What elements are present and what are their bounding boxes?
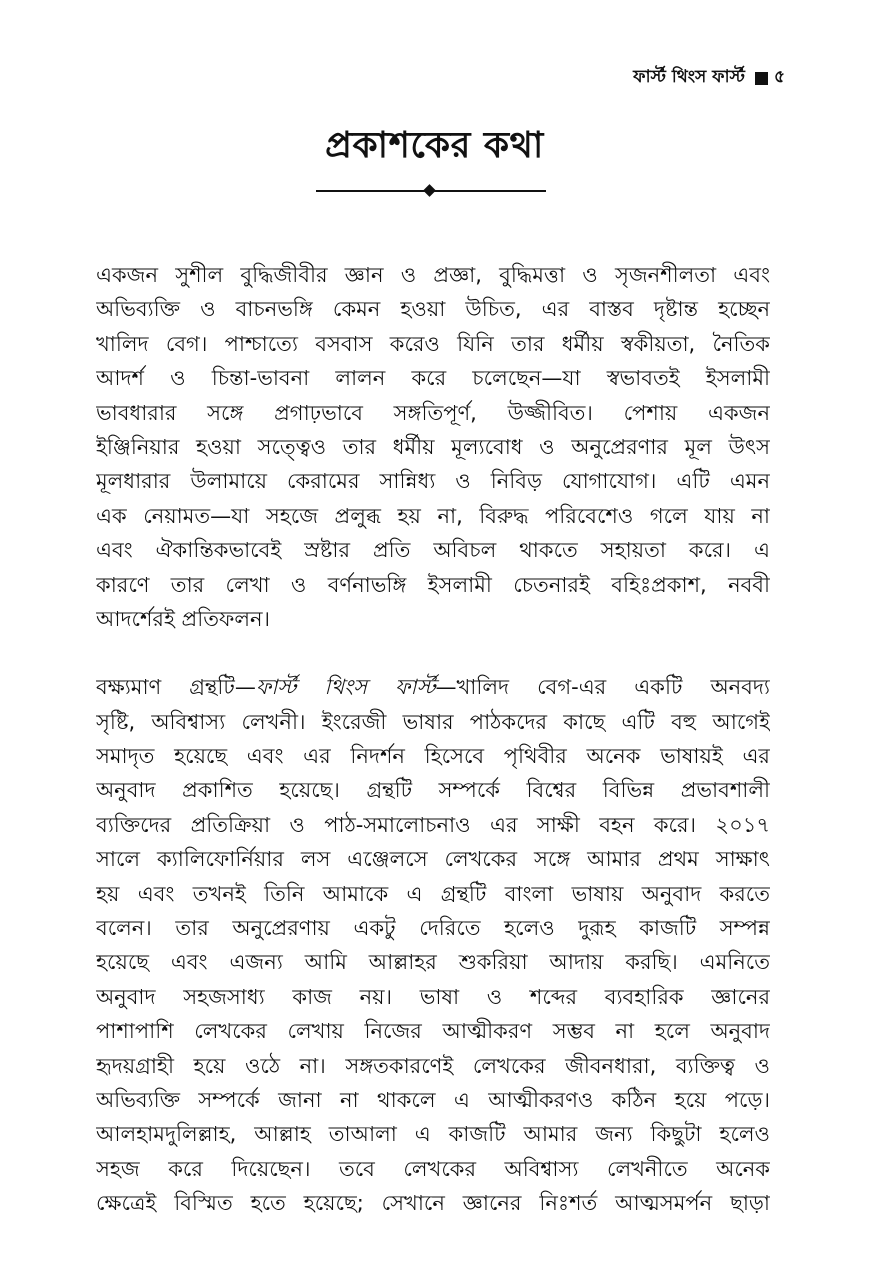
paragraph-line: বলেন। তার অনুপ্রেরণায় একটু দেরিতে হলেও দুরূহ কাজটি সম্পন্ন bbox=[96, 916, 770, 941]
paragraph-line: অভিব্যক্তি ও বাচনভঙ্গি কেমন হওয়া উচিত, এর বাস্তব দৃষ্টান্ত হচ্ছেন bbox=[96, 297, 770, 322]
square-bullet-icon bbox=[755, 72, 768, 85]
running-head-title: ফার্স্ট থিংস ফার্স্ট bbox=[633, 67, 745, 87]
paragraph-line: আদর্শেরই প্রতিফলন। bbox=[96, 606, 271, 631]
paragraph-line: পাশাপাশি লেখকের লেখায় নিজের আত্মীকরণ সম্ভব না হলে অনুবাদ bbox=[96, 1019, 770, 1044]
paragraph-line: হয় এবং তখনই তিনি আমাকে এ গ্রন্থটি বাংলা ভাষায় অনুবাদ করতে bbox=[96, 881, 770, 906]
paragraph-line: হৃদয়গ্রাহী হয়ে ওঠে না। সঙ্গতকারণেই লেখকের জীবনধারা, ব্যক্তিত্ব ও bbox=[96, 1053, 770, 1078]
paragraph-line: ভাবধারার সঙ্গে প্রগাঢ়ভাবে সঙ্গতিপূর্ণ, উজ্জীবিত। পেশায় একজন bbox=[96, 400, 770, 425]
paragraph-line: কারণে তার লেখা ও বর্ণনাভঙ্গি ইসলামী চেতনারই বহিঃপ্রকাশ, নববী bbox=[96, 572, 770, 597]
page-number: ৫ bbox=[773, 67, 785, 87]
paragraph-line bbox=[96, 670, 770, 704]
paragraph-line: ইঞ্জিনিয়ার হওয়া সত্ত্বেও তার ধর্মীয় মূল্যবোধ ও অনুপ্রেরণার মূল উৎস bbox=[96, 434, 770, 459]
book-title-italic: ফার্স্ট থিংস ফার্স্ট bbox=[255, 675, 436, 700]
running-head bbox=[633, 64, 785, 92]
paragraph-line: হয়েছে এবং এজন্য আমি আল্লাহর শুকরিয়া আদায় করছি। এমনিতে bbox=[96, 950, 770, 975]
paragraph-line: এক নেয়ামত—যা সহজে প্রলুব্ধ হয় না, বিরুদ্ধ পরিবেশেও গলে যায় না bbox=[96, 503, 770, 528]
body-text bbox=[96, 258, 770, 1221]
title-divider bbox=[316, 185, 546, 197]
paragraph-line: আদর্শ ও চিন্তা-ভাবনা লালন করে চলেছেন—যা স্বভাবতই ইসলামী bbox=[96, 366, 770, 391]
paragraph-line: সহজ করে দিয়েছেন। তবে লেখকের অবিশ্বাস্য লেখনীতে অনেক bbox=[96, 1156, 770, 1181]
paragraph-line: অনুবাদ প্রকাশিত হয়েছে। গ্রন্থটি সম্পর্কে বিশ্বের বিভিন্ন প্রভাবশালী bbox=[96, 778, 770, 803]
paragraph-1 bbox=[96, 258, 770, 636]
paragraph-2 bbox=[96, 670, 770, 1220]
paragraph-line: অনুবাদ সহজসাধ্য কাজ নয়। ভাষা ও শব্দের ব্যবহারিক জ্ঞানের bbox=[96, 984, 770, 1009]
page-title: প্রকাশকের কথা bbox=[325, 125, 544, 166]
paragraph-line: সমাদৃত হয়েছে এবং এর নিদর্শন হিসেবে পৃথিবীর অনেক ভাষায়ই এর bbox=[96, 744, 770, 769]
paragraph-line: সালে ক্যালিফোর্নিয়ার লস এঞ্জেলসে লেখকের সঙ্গে আমার প্রথম সাক্ষাৎ bbox=[96, 847, 770, 872]
paragraph-line: ক্ষেত্রেই বিস্মিত হতে হয়েছে; সেখানে জ্ঞানের নিঃশর্ত আত্মসমর্পন ছাড়া bbox=[96, 1191, 770, 1216]
paragraph-line: খালিদ বেগ। পাশ্চাত্যে বসবাস করেও যিনি তার ধর্মীয় স্বকীয়তা, নৈতিক bbox=[96, 331, 770, 356]
paragraph-line: আলহামদুলিল্লাহ, আল্লাহ তাআলা এ কাজটি আমার জন্য কিছুটা হলেও bbox=[96, 1122, 770, 1147]
diamond-ornament-icon bbox=[423, 184, 436, 197]
paragraph-line: ব্যক্তিদের প্রতিক্রিয়া ও পাঠ-সমালোচনাও এর সাক্ষী বহন করে। ২০১৭ bbox=[96, 812, 770, 837]
paragraph-line: মূলধারার উলামায়ে কেরামের সান্নিধ্য ও নিবিড় যোগাযোগ। এটি এমন bbox=[96, 469, 770, 494]
paragraph-line: সৃষ্টি, অবিশ্বাস্য লেখনী। ইংরেজী ভাষার পাঠকদের কাছে এটি বহু আগেই bbox=[96, 709, 770, 734]
paragraph-line: একজন সুশীল বুদ্ধিজীবীর জ্ঞান ও প্রজ্ঞা, বুদ্ধিমত্তা ও সৃজনশীলতা এবং bbox=[96, 263, 770, 287]
paragraph-line: অভিব্যক্তি সম্পর্কে জানা না থাকলে এ আত্মীকরণও কঠিন হয়ে পড়ে। bbox=[96, 1087, 770, 1112]
first-line-before: বক্ষ্যমাণ গ্রন্থটি— bbox=[96, 675, 256, 700]
paragraph-line: এবং ঐকান্তিকভাবেই স্রষ্টার প্রতি অবিচল থাকতে সহায়তা করে। এ bbox=[96, 538, 770, 563]
first-line-after: —খালিদ বেগ-এর একটি অনবদ্য bbox=[435, 675, 770, 700]
